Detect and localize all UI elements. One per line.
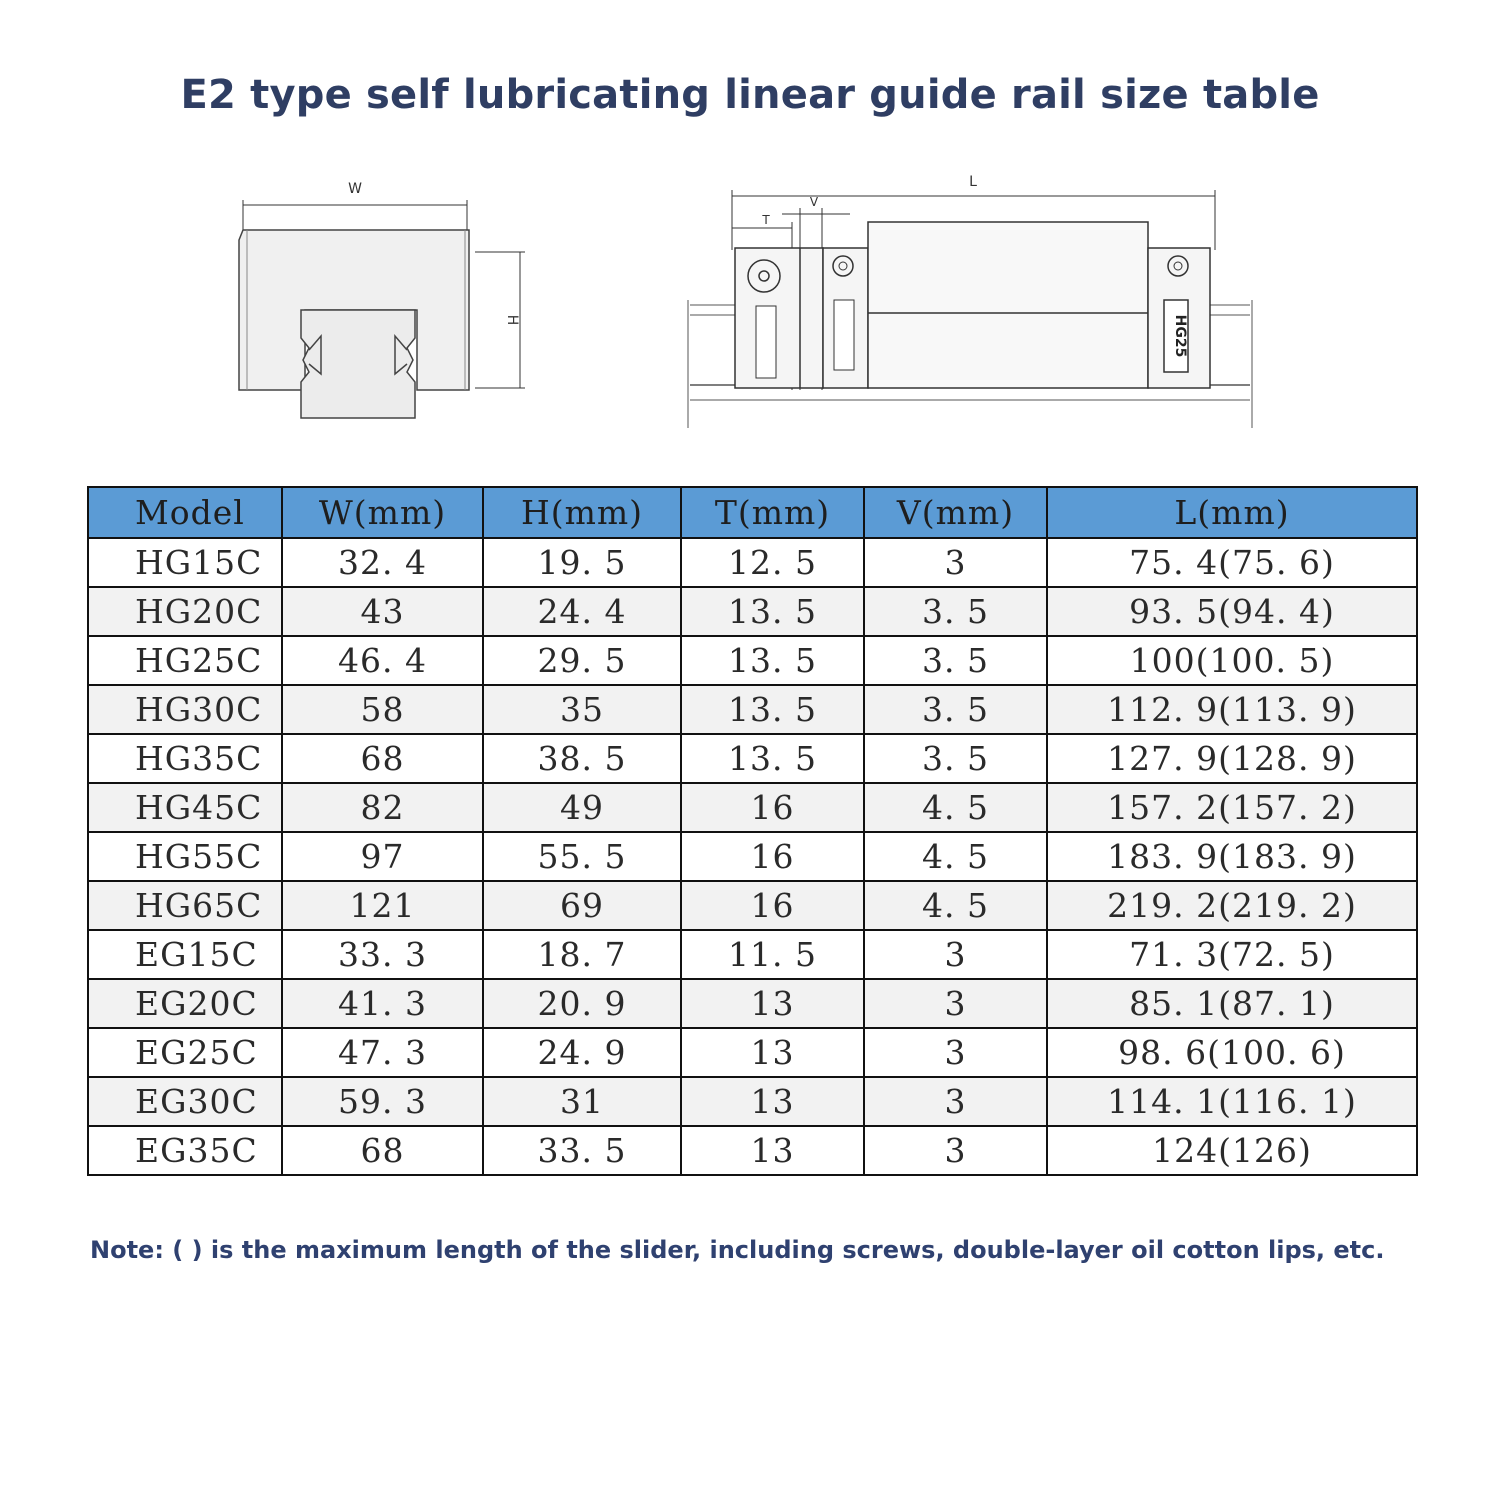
cell-model: EG30C	[88, 1077, 282, 1126]
cell-t: 13	[681, 1028, 864, 1077]
side-view-drawing	[680, 160, 1260, 440]
cell-l: 112. 9(113. 9)	[1047, 685, 1417, 734]
cell-t: 13. 5	[681, 636, 864, 685]
cell-w: 32. 4	[282, 538, 483, 587]
cell-w: 82	[282, 783, 483, 832]
table-header-row	[88, 487, 1417, 538]
cell-h: 38. 5	[483, 734, 681, 783]
cell-v: 3. 5	[864, 685, 1047, 734]
cell-v: 3	[864, 930, 1047, 979]
cell-v: 3	[864, 979, 1047, 1028]
cell-w: 46. 4	[282, 636, 483, 685]
table-row	[88, 1126, 1417, 1175]
cell-h: 35	[483, 685, 681, 734]
cell-t: 16	[681, 881, 864, 930]
cell-h: 49	[483, 783, 681, 832]
cell-v: 4. 5	[864, 783, 1047, 832]
size-table	[87, 486, 1418, 1176]
cell-model: EG20C	[88, 979, 282, 1028]
cell-model: EG25C	[88, 1028, 282, 1077]
header-v: V(mm)	[864, 487, 1047, 538]
cell-w: 58	[282, 685, 483, 734]
cell-w: 41. 3	[282, 979, 483, 1028]
header-t: T(mm)	[681, 487, 864, 538]
cell-l: 124(126)	[1047, 1126, 1417, 1175]
cell-model: HG65C	[88, 881, 282, 930]
front-view-drawing	[225, 160, 535, 440]
cell-w: 68	[282, 734, 483, 783]
cell-h: 24. 9	[483, 1028, 681, 1077]
cell-h: 24. 4	[483, 587, 681, 636]
table-row	[88, 783, 1417, 832]
cell-v: 4. 5	[864, 881, 1047, 930]
cell-l: 157. 2(157. 2)	[1047, 783, 1417, 832]
cell-t: 11. 5	[681, 930, 864, 979]
cell-t: 13	[681, 1077, 864, 1126]
block-model-label: HG25	[1172, 314, 1188, 358]
page-title: E2 type self lubricating linear guide rail size table	[180, 72, 1320, 118]
cell-t: 12. 5	[681, 538, 864, 587]
cell-model: HG45C	[88, 783, 282, 832]
cell-w: 68	[282, 1126, 483, 1175]
cell-model: HG55C	[88, 832, 282, 881]
cell-t: 16	[681, 832, 864, 881]
t-dimension-label: T	[762, 213, 770, 227]
cell-t: 16	[681, 783, 864, 832]
cell-l: 98. 6(100. 6)	[1047, 1028, 1417, 1077]
cell-model: HG25C	[88, 636, 282, 685]
cell-v: 3. 5	[864, 636, 1047, 685]
table-row	[88, 881, 1417, 930]
table-row	[88, 685, 1417, 734]
cell-h: 29. 5	[483, 636, 681, 685]
cell-model: EG35C	[88, 1126, 282, 1175]
cell-w: 43	[282, 587, 483, 636]
cell-l: 100(100. 5)	[1047, 636, 1417, 685]
header-h: H(mm)	[483, 487, 681, 538]
table-row	[88, 734, 1417, 783]
cell-h: 20. 9	[483, 979, 681, 1028]
cell-t: 13. 5	[681, 587, 864, 636]
front-view-diagram	[225, 160, 535, 440]
table-row	[88, 587, 1417, 636]
cell-w: 47. 3	[282, 1028, 483, 1077]
cell-t: 13. 5	[681, 734, 864, 783]
cell-l: 114. 1(116. 1)	[1047, 1077, 1417, 1126]
cell-model: HG20C	[88, 587, 282, 636]
table-row	[88, 1077, 1417, 1126]
side-view-diagram	[680, 160, 1260, 440]
cell-v: 4. 5	[864, 832, 1047, 881]
cell-model: HG30C	[88, 685, 282, 734]
cell-l: 183. 9(183. 9)	[1047, 832, 1417, 881]
cell-l: 219. 2(219. 2)	[1047, 881, 1417, 930]
cell-t: 13	[681, 979, 864, 1028]
cell-v: 3	[864, 1077, 1047, 1126]
cell-w: 97	[282, 832, 483, 881]
table-row	[88, 979, 1417, 1028]
cell-model: EG15C	[88, 930, 282, 979]
cell-w: 59. 3	[282, 1077, 483, 1126]
cell-v: 3	[864, 1028, 1047, 1077]
header-w: W(mm)	[282, 487, 483, 538]
v-dimension-label: V	[809, 195, 819, 209]
l-dimension-label: L	[969, 174, 977, 190]
cell-l: 127. 9(128. 9)	[1047, 734, 1417, 783]
cell-h: 31	[483, 1077, 681, 1126]
header-l: L(mm)	[1047, 487, 1417, 538]
cell-v: 3	[864, 538, 1047, 587]
cell-v: 3	[864, 1126, 1047, 1175]
w-dimension-label: W	[348, 181, 362, 197]
cell-v: 3. 5	[864, 587, 1047, 636]
footnote: Note: ( ) is the maximum length of the slider, including screws, double-layer oil cotton lips, etc.	[90, 1236, 1385, 1264]
cell-l: 85. 1(87. 1)	[1047, 979, 1417, 1028]
table-row	[88, 538, 1417, 587]
cell-l: 71. 3(72. 5)	[1047, 930, 1417, 979]
table-row	[88, 930, 1417, 979]
h-dimension-label: H	[504, 314, 520, 326]
cell-h: 69	[483, 881, 681, 930]
table-row	[88, 1028, 1417, 1077]
cell-t: 13. 5	[681, 685, 864, 734]
cell-l: 75. 4(75. 6)	[1047, 538, 1417, 587]
cell-v: 3. 5	[864, 734, 1047, 783]
cell-w: 121	[282, 881, 483, 930]
cell-h: 33. 5	[483, 1126, 681, 1175]
cell-t: 13	[681, 1126, 864, 1175]
cell-w: 33. 3	[282, 930, 483, 979]
cell-h: 19. 5	[483, 538, 681, 587]
cell-l: 93. 5(94. 4)	[1047, 587, 1417, 636]
table-row	[88, 832, 1417, 881]
header-model: Model	[88, 487, 282, 538]
cell-model: HG15C	[88, 538, 282, 587]
cell-model: HG35C	[88, 734, 282, 783]
table-row	[88, 636, 1417, 685]
cell-h: 55. 5	[483, 832, 681, 881]
cell-h: 18. 7	[483, 930, 681, 979]
